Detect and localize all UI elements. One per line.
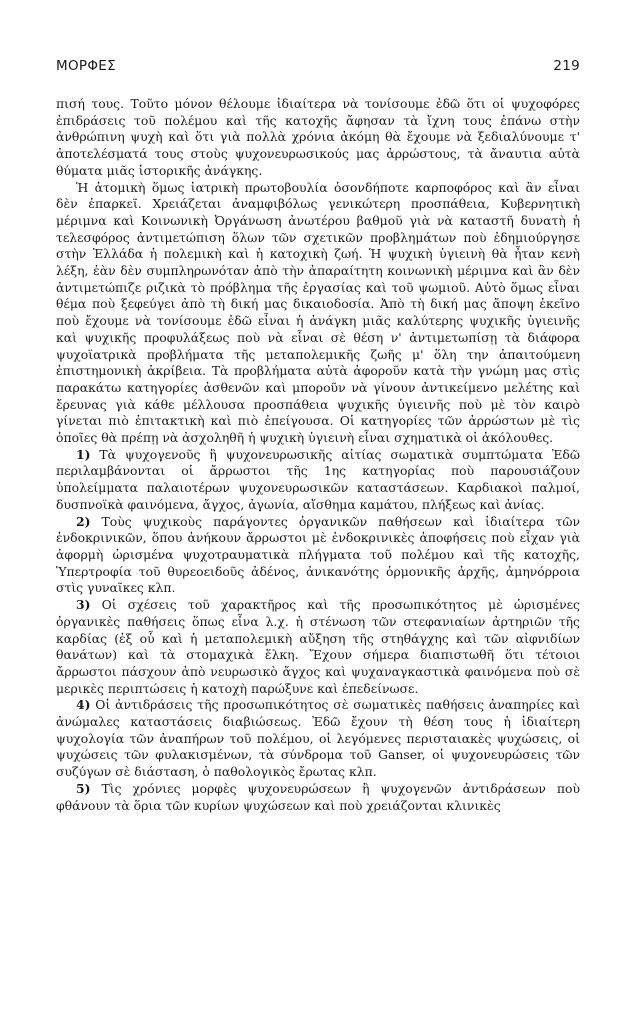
paragraph-text: Ἡ ἀτομικὴ ὅμως ἰατρικὴ πρωτοβουλία ὁσονδήποτε καρποφόρος καὶ ἂν εἶναι δὲν ἐπαρκεῖ. Χρειάζεται ἀναμφιβόλως γενικώτερη προσπάθεια, Κυβερνητικὴ μέριμνα καὶ Κοινωνικὴ Ὀργάνωση ἀνωτέρου βαθμοῦ γιὰ νὰ καταστῆ δυνατὴ ἡ τελεσφόρος ἀντιμετώπιση ὅλων τῶν σχετικῶν προβλημάτων ποὺ ἐδημιούργησε στὴν Ἑλλάδα ἡ πολεμικὴ καὶ ἡ κατοχικὴ ζωή. Ἡ ψυχικὴ ὑγιεινὴ θὰ ἦταν κενὴ λέξη, ἐὰν δὲν συμπληρωνόταν ἀπὸ τὴν ἀπαραίτητη κοινωνικὴ μέριμνα καὶ ἂν δὲν ἀντιμετώπιζε ριζικὰ τὸ πρόβλημα τῆς ἐργασίας καὶ τοῦ ψωμιοῦ. Αὐτὸ ὅμως εἶναι θέμα ποὺ ξεφεύγει ἀπὸ τὴ δική μας δικαιοδοσία. Ἀπὸ τὴ δική μας ἄποψη ἐκεῖνο ποὺ ἔχουμε νὰ τονίσουμε ἐδῶ εἶναι ἡ ἀνάγκη μιᾶς καλύτερης ψυχικῆς ὑγιεινῆς καὶ ψυχικῆς προφυλάξεως ποὺ νὰ εἶναι σὲ θέση ν' ἀντιμετωπίσῃ τὰ διάφορα ψυχοϊατρικὰ προβλήματα τῆς μεταπολεμικῆς ζωῆς μ' ὅλη την ἀπαιτούμενη ἐπιστημονικὴ ἀκρίβεια. Τὰ προβλήματα αὐτὰ ἀφοροῦν κατὰ τὴν γνώμη μας στὶς παρακάτω κατηγορίες ἀσθενῶν καὶ μποροῦν νὰ γίνουν ἀντικείμενο μελέτης καὶ ἔρευνας γιὰ κάθε μέλλουσα προσπάθεια ψυχικῆς ὑγιεινῆς ποὺ μὲ τὸν καιρὸ γίνεται πιὸ ἐπιτακτικὴ καὶ πιὸ ἐπείγουσα. Οἱ κατηγορίες τῶν ἀρρώστων μὲ τὶς ὁποῖες θὰ πρέπῃ νὰ ἀσχοληθῆ ἡ ψυχικὴ ὑγιεινὴ εἶναι σχηματικὰ οἱ ἀκόλουθες. — [56, 179, 580, 446]
list-item-number: 2) — [76, 513, 91, 529]
list-item-text: Τὶς χρόνιες μορφὲς ψυχονευρώσεων ἢ ψυχογενῶν ἀντιδράσεων ποὺ φθάνουν τὰ ὅρια τῶν κυρίων ψυχώσεων καὶ ποὺ χρειάζονται κλινικὲς — [56, 780, 580, 813]
list-item-number: 4) — [76, 697, 91, 713]
paragraph — [56, 180, 580, 447]
list-item — [56, 697, 580, 781]
running-title: ΜΟΡΦΕΣ — [56, 58, 116, 74]
running-head — [56, 58, 580, 74]
paragraph-continued — [56, 96, 580, 180]
list-item — [56, 597, 580, 697]
list-item-number: 1) — [76, 446, 91, 462]
list-item — [56, 781, 580, 814]
list-item-text: Οἱ σχέσεις τοῦ χαρακτῆρος καὶ τῆς προσωπικότητος μὲ ὡρισμένες ὀργανικὲς παθήσεις ὅπως εἶνα λ.χ. ἡ στένωση τῶν στεφανιαίων ἀρτηριῶν τῆς καρδίας (ἐξ οὗ καὶ ἡ μεταπολεμικὴ αὔξηση τῆς στηθάγχης καὶ τῶν αἰφνιδίων θανάτων) καὶ τὰ στομαχικὰ ἕλκη. Ἔχουν σήμερα διαπιστωθῆ ὅτι τέτοιοι ἄρρωστοι πάσχουν ἀπὸ νευρωσικὸ ἄγχος καὶ ψυχαναγκαστικὰ φαινόμενα ποὺ σὲ μερικὲς περιπτώσεις ἡ κατοχὴ παρώξυνε καὶ ἐπεδείνωσε. — [56, 597, 580, 696]
page-number: 219 — [553, 58, 580, 74]
list-item-number: 3) — [76, 597, 91, 613]
list-item-text: Οἱ ἀντιδράσεις τῆς προσωπικότητος σὲ σωματικὲς παθήσεις ἀναπηρίες καὶ ἀνώμαλες καταστάσεις διαβιώσεως. Ἐδῶ ἔχουν τὴ θέση τους ἡ ἰδιαίτερη ψυχολογία τῶν ἀναπήρων τοῦ πολέμου, οἱ λεγόμενες περισταιακὲς ψυχώσεις, οἱ ψυχώσεις τῶν φυλακισμένων, τὰ σύνδρομα τοῦ Ganser, οἱ ψυχονευρώσεις τῶν συζύγων σὲ διάσταση, ὁ παθολογικὸς ἔρωτας κλπ. — [56, 697, 580, 780]
list-item — [56, 514, 580, 598]
body-text — [56, 96, 580, 814]
list-item-text: Τοὺς ψυχικοὺς παράγοντες ὀργανικῶν παθήσεων καὶ ἰδιαίτερα τῶν ἐνδοκρινικῶν, ὅπου ἀνήκουν ἄρρωστοι μὲ ἐνδοκρινικὲς ἀποφήσεις ποὺ εἶχαν γιὰ ἀφορμὴ ὡρισμένα ψυχοτραυματικὰ πλήγματα τοῦ πολέμου καὶ τῆς κατοχῆς, Ὑπερτροφία τοῦ θυρεοειδοῦς ἀδένος, ἀνικανότης ὁρμονικῆς ἀρχῆς, ἀμηνόρροια στὶς γυναῖκες κλπ. — [56, 513, 580, 596]
paragraph-text: πισή τους. Τοῦτο μόνον θέλουμε ἰδιαίτερα νὰ τονίσουμε ἐδῶ ὅτι οἱ ψυχοφόρες ἐπιδράσεις τοῦ πολέμου καὶ τῆς κατοχῆς ἄφησαν τὰ ἴχνη τους ἐπάνω στὴν ἀνθρώπινη ψυχὴ καὶ ὅτι γιὰ πολλὰ χρόνια ἀκόμη θὰ ἔχουμε νὰ ξεδιαλύνουμε τ' ἀποτελέσματά τους στοὺς ψυχονευρωσικούς μας ἀρρώστους, τὰ ἄναυτια αὐτὰ θύματα μιᾶς ἱστορικῆς ἀνάγκης. — [56, 96, 580, 178]
list-item-number: 5) — [76, 780, 91, 796]
list-item-text: Τὰ ψυχογενοῦς ἢ ψυχονευρωσικῆς αἰτίας σωματικὰ συμπτώματα Ἐδῶ περιλαμβάνονται οἱ ἄρρωστοι τῆς 1ης κατηγορίας ποὺ παρουσιάζουν ὑπολείμματα παλαιοτέρων ψυχονευρωσικῶν καταστάσεων. Καρδιακοὶ παλμοί, δυσπνοϊκὰ φαινόμενα, ἄγχος, ἀγωνία, αἴσθημα καμάτου, πλήξεως καὶ ἀνίας. — [56, 446, 580, 512]
list-item — [56, 447, 580, 514]
